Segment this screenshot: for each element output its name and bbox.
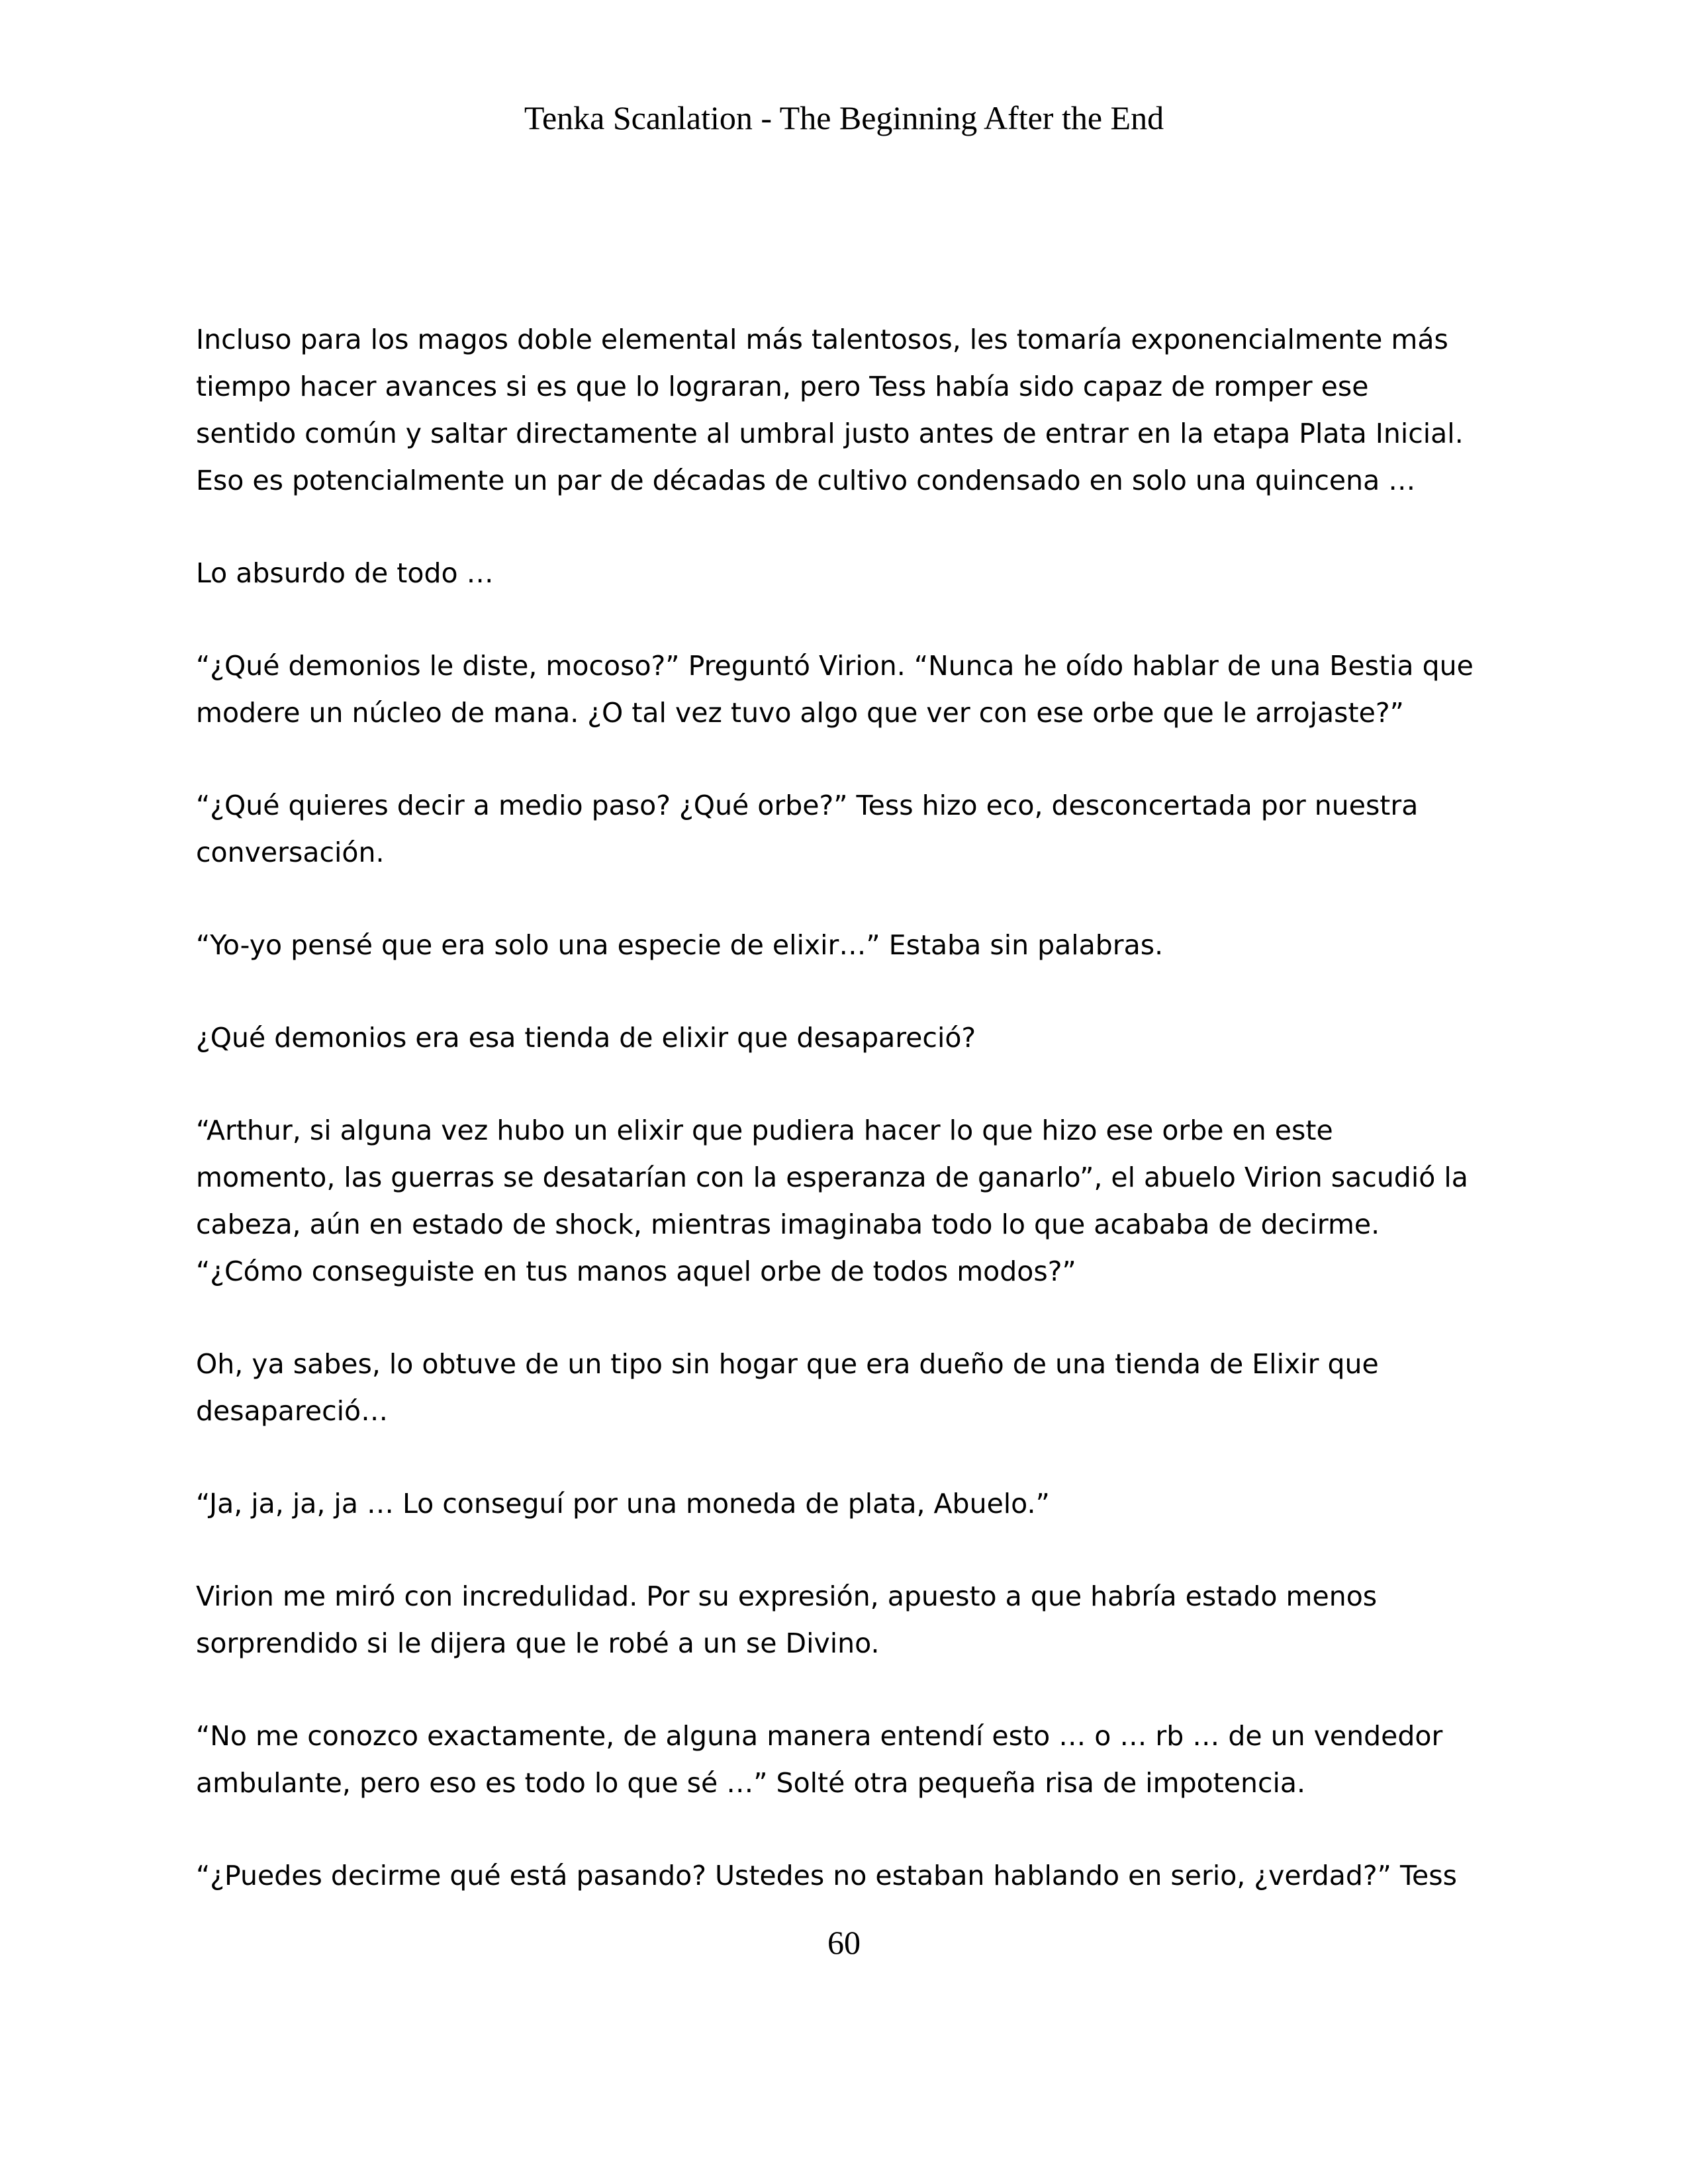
paragraph: “Ja, ja, ja, ja … Lo conseguí por una moneda de plata, Abuelo.” [196, 1488, 1050, 1520]
page-number: 60 [827, 1924, 861, 1961]
page-header: Tenka Scanlation - The Beginning After the End [524, 99, 1164, 136]
paragraph: “Arthur, si alguna vez hubo un elixir que pudiera hacer lo que hizo ese orbe en este momento, las guerras se desatarían con la esperanza de ganarlo”, el abuelo Virion sacudió la cabeza, aún en estado de shock, mientras imaginaba todo lo que acababa de decirme. “¿Cómo conseguiste en tus manos aquel orbe de todos modos?” [196, 1115, 1468, 1287]
paragraph: Virion me miró con incredulidad. Por su expresión, apuesto a que habría estado menos sorprendido si le dijera que le robé a un se Divino. [196, 1580, 1378, 1659]
paragraph: “Yo-yo pensé que era solo una especie de elixir…” Estaba sin palabras. [196, 929, 1164, 961]
paragraph: “No me conozco exactamente, de alguna manera entendí esto … o … rb … de un vendedor ambulante, pero eso es todo lo que sé …” Solté otra pequeña risa de impotencia. [196, 1720, 1443, 1799]
paragraph: “¿Puedes decirme qué está pasando? Ustedes no estaban hablando en serio, ¿verdad?” Tess [196, 1860, 1457, 1891]
body-text [196, 316, 1474, 1899]
paragraph: “¿Qué demonios le diste, mocoso?” Preguntó Virion. “Nunca he oído hablar de una Bestia que modere un núcleo de mana. ¿O tal vez tuvo algo que ver con ese orbe que le arrojaste?” [196, 650, 1474, 729]
paragraph: ¿Qué demonios era esa tienda de elixir que desapareció? [196, 1022, 976, 1054]
paragraph: Lo absurdo de todo … [196, 557, 494, 589]
paragraph: Incluso para los magos doble elemental más talentosos, les tomaría exponencialmente más tiempo hacer avances si es que lo lograran, pero Tess había sido capaz de romper ese sentido común y saltar directamente al umbral justo antes de entrar en la etapa Plata Inicial. Eso es potencialmente un par de décadas de cultivo condensado en solo una quincena … [196, 324, 1464, 496]
paragraph: “¿Qué quieres decir a medio paso? ¿Qué orbe?” Tess hizo eco, desconcertada por nuestra conversación. [196, 790, 1419, 868]
paragraph: Oh, ya sabes, lo obtuve de un tipo sin hogar que era dueño de una tienda de Elixir que desapareció… [196, 1348, 1379, 1427]
